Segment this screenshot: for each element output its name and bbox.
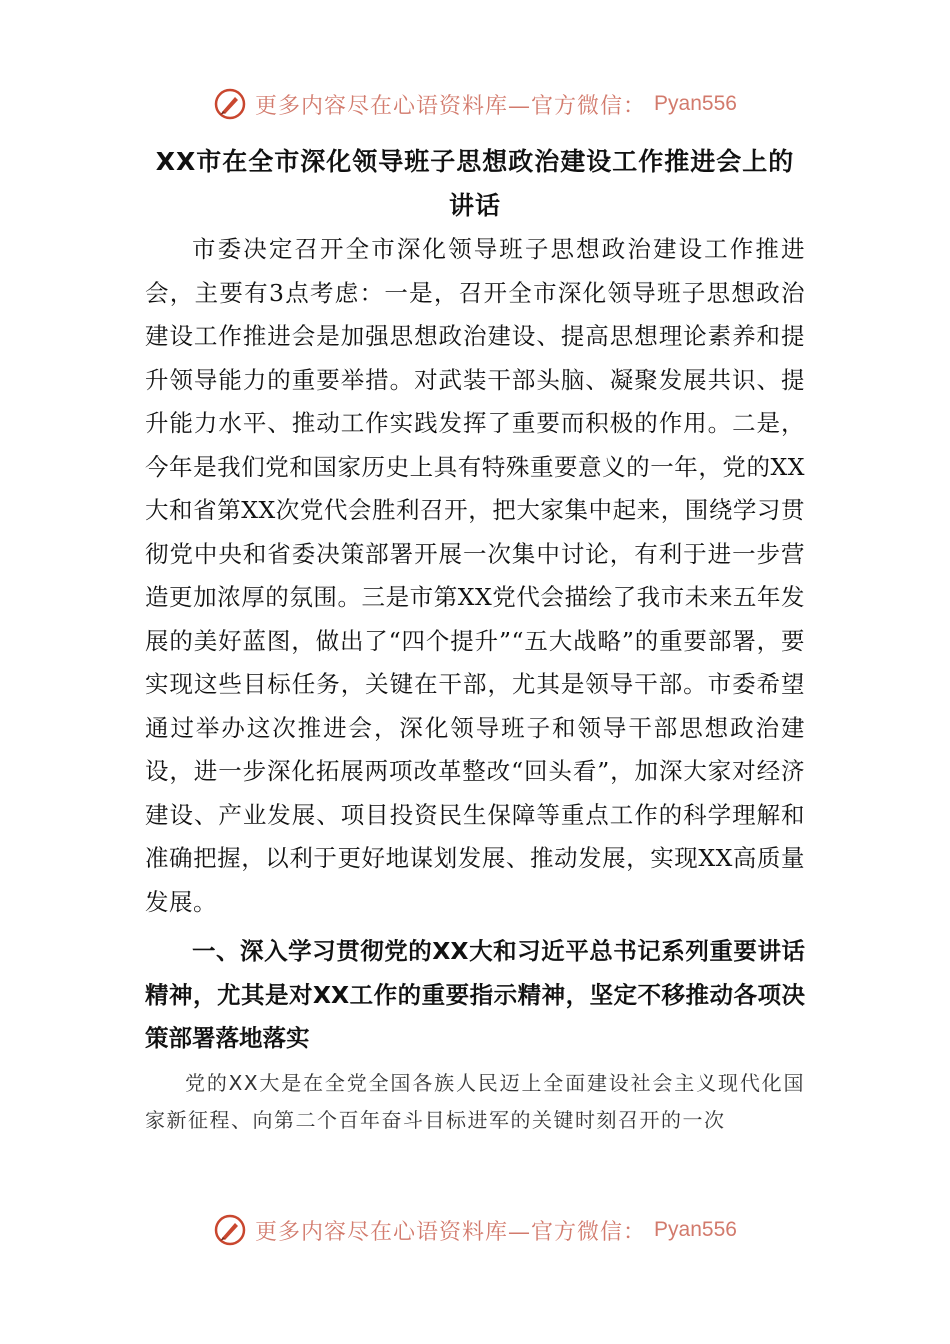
- watermark-contact: Pyan556: [654, 92, 737, 115]
- section-heading-1: 一、深入学习贯彻党的XX大和习近平总书记系列重要讲话精神，尤其是对XX工作的重要指示精神，坚定不移推动各项决策部署落地落实: [145, 937, 805, 1052]
- footer-watermark: [0, 1210, 950, 1250]
- watermark-contact: Pyan556: [654, 1218, 737, 1241]
- header-watermark: [0, 84, 950, 124]
- document-body: [145, 140, 805, 1139]
- intro-paragraph: 市委决定召开全市深化领导班子思想政治建设工作推进会，主要有3点考虑：一是，召开全市深化领导班子思想政治建设工作推进会是加强思想政治建设、提高思想理论素养和提升领导能力的重要举措。对武装干部头脑、凝聚发展共识、提升能力水平、推动工作实践发挥了重要而积极的作用。二是，今年是我们党和国家历史上具有特殊重要意义的一年，党的XX大和省第XX次党代会胜利召开，把大家集中起来，围绕学习贯彻党中央和省委决策部署开展一次集中讨论，有利于进一步营造更加浓厚的氛围。三是市第XX党代会描绘了我市未来五年发展的美好蓝图，做出了“四个提升”“五大战略”的重要部署，要实现这些目标任务，关键在干部，尤其是领导干部。市委希望通过举办这次推进会，深化领导班子和领导干部思想政治建设，进一步深化拓展两项改革整改“回头看”，加深大家对经济建设、产业发展、项目投资民生保障等重点工作的科学理解和准确把握，以利于更好地谋划发展、推动发展，实现XX高质量发展。: [145, 235, 805, 916]
- watermark-text: 更多内容尽在心语资料库—官方微信：: [255, 1219, 647, 1245]
- watermark-text: 更多内容尽在心语资料库—官方微信：: [255, 93, 647, 119]
- pen-circle-logo-icon: [213, 87, 247, 121]
- section-1-paragraph: 党的XX大是在全党全国各族人民迈上全面建设社会主义现代化国家新征程、向第二个百年奋斗目标进军的关键时刻召开的一次: [145, 1070, 805, 1132]
- document-title: XX市在全市深化领导班子思想政治建设工作推进会上的讲话: [155, 147, 795, 220]
- pen-circle-logo-icon: [213, 1213, 247, 1247]
